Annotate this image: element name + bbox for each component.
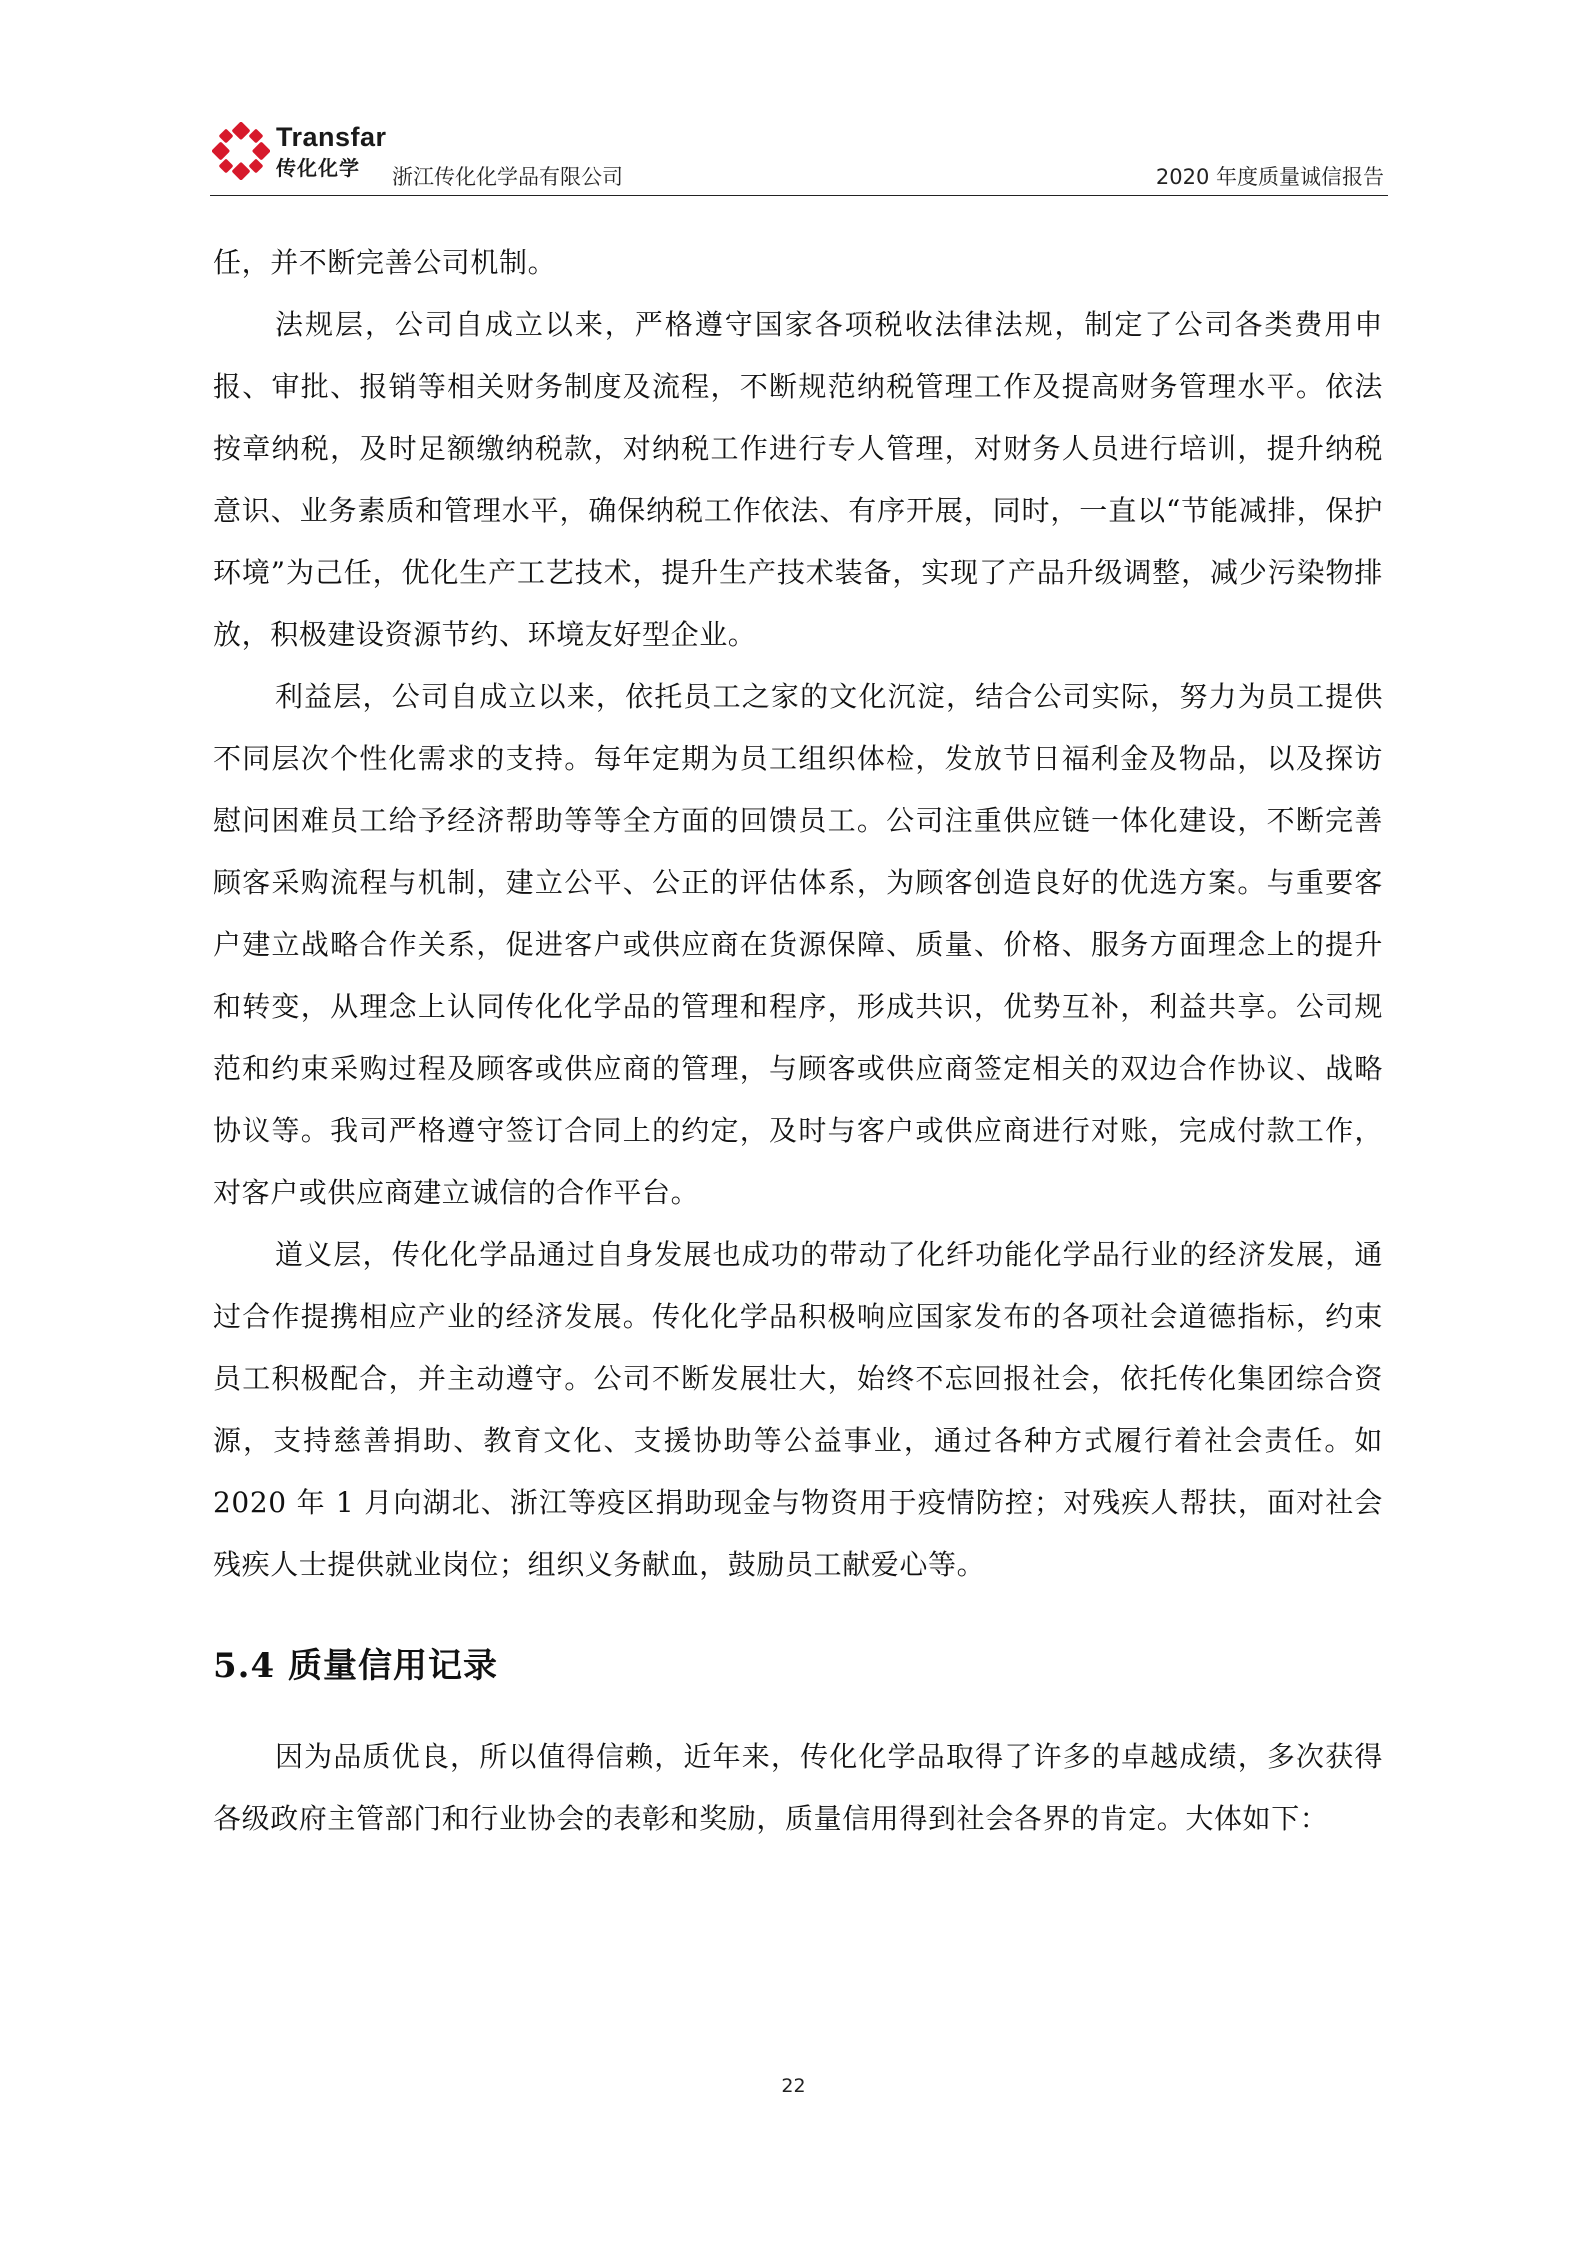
report-title: 2020 年度质量诚信报告: [1155, 165, 1384, 189]
paragraph-moral-level: 道义层，传化化学品通过自身发展也成功的带动了化纤功能化学品行业的经济发展，通过合作提携相应产业的经济发展。传化化学品积极响应国家发布的各项社会道德指标，约束员工积极配合，并主动遵守。公司不断发展壮大，始终不忘回报社会，依托传化集团综合资源，支持慈善捐助、教育文化、支援协助等公益事业，通过各种方式履行着社会责任。如 2020 年 1 月向湖北、浙江等疫区捐助现金与物资用于疫情防控；对残疾人帮扶，面对社会残疾人士提供就业岗位；组织义务献血，鼓励员工献爱心等。: [213, 1238, 1383, 1581]
paragraph-regulatory-level: 法规层，公司自成立以来，严格遵守国家各项税收法律法规，制定了公司各类费用申报、审批、报销等相关财务制度及流程，不断规范纳税管理工作及提高财务管理水平。依法按章纳税，及时足额缴纳税款，对纳税工作进行专人管理，对财务人员进行培训，提升纳税意识、业务素质和管理水平，确保纳税工作依法、有序开展，同时，一直以“节能减排，保护环境”为己任，优化生产工艺技术，提升生产技术装备，实现了产品升级调整，减少污染物排放，积极建设资源节约、环境友好型企业。: [213, 308, 1383, 651]
page-body: [213, 232, 1383, 1850]
paragraph-interest-level: 利益层，公司自成立以来，依托员工之家的文化沉淀，结合公司实际，努力为员工提供不同层次个性化需求的支持。每年定期为员工组织体检，发放节日福利金及物品，以及探访慰问困难员工给予经济帮助等等全方面的回馈员工。公司注重供应链一体化建设，不断完善顾客采购流程与机制，建立公平、公正的评估体系，为顾客创造良好的优选方案。与重要客户建立战略合作关系，促进客户或供应商在货源保障、质量、价格、服务方面理念上的提升和转变，从理念上认同传化化学品的管理和程序，形成共识，优势互补，利益共享。公司规范和约束采购过程及顾客或供应商的管理，与顾客或供应商签定相关的双边合作协议、战略协议等。我司严格遵守签订合同上的约定，及时与客户或供应商进行对账，完成付款工作，对客户或供应商建立诚信的合作平台。: [213, 680, 1383, 1209]
page-number: 22: [781, 2075, 806, 2097]
section-heading: 5.4 质量信用记录: [213, 1646, 498, 1686]
company-name: 浙江传化化学品有限公司: [392, 165, 623, 189]
transfar-logo-icon: [212, 122, 270, 180]
paragraph-continuation: 任，并不断完善公司机制。: [213, 246, 557, 279]
page-header: [210, 118, 1388, 198]
header-divider: [210, 195, 1388, 196]
logo-wordmark-cn: 传化化学: [276, 156, 360, 180]
paragraph-quality-credit: 因为品质优良，所以值得信赖，近年来，传化化学品取得了许多的卓越成绩，多次获得各级政府主管部门和行业协会的表彰和奖励，质量信用得到社会各界的肯定。大体如下：: [213, 1740, 1383, 1835]
logo-wordmark-en: Transfar: [276, 122, 387, 152]
